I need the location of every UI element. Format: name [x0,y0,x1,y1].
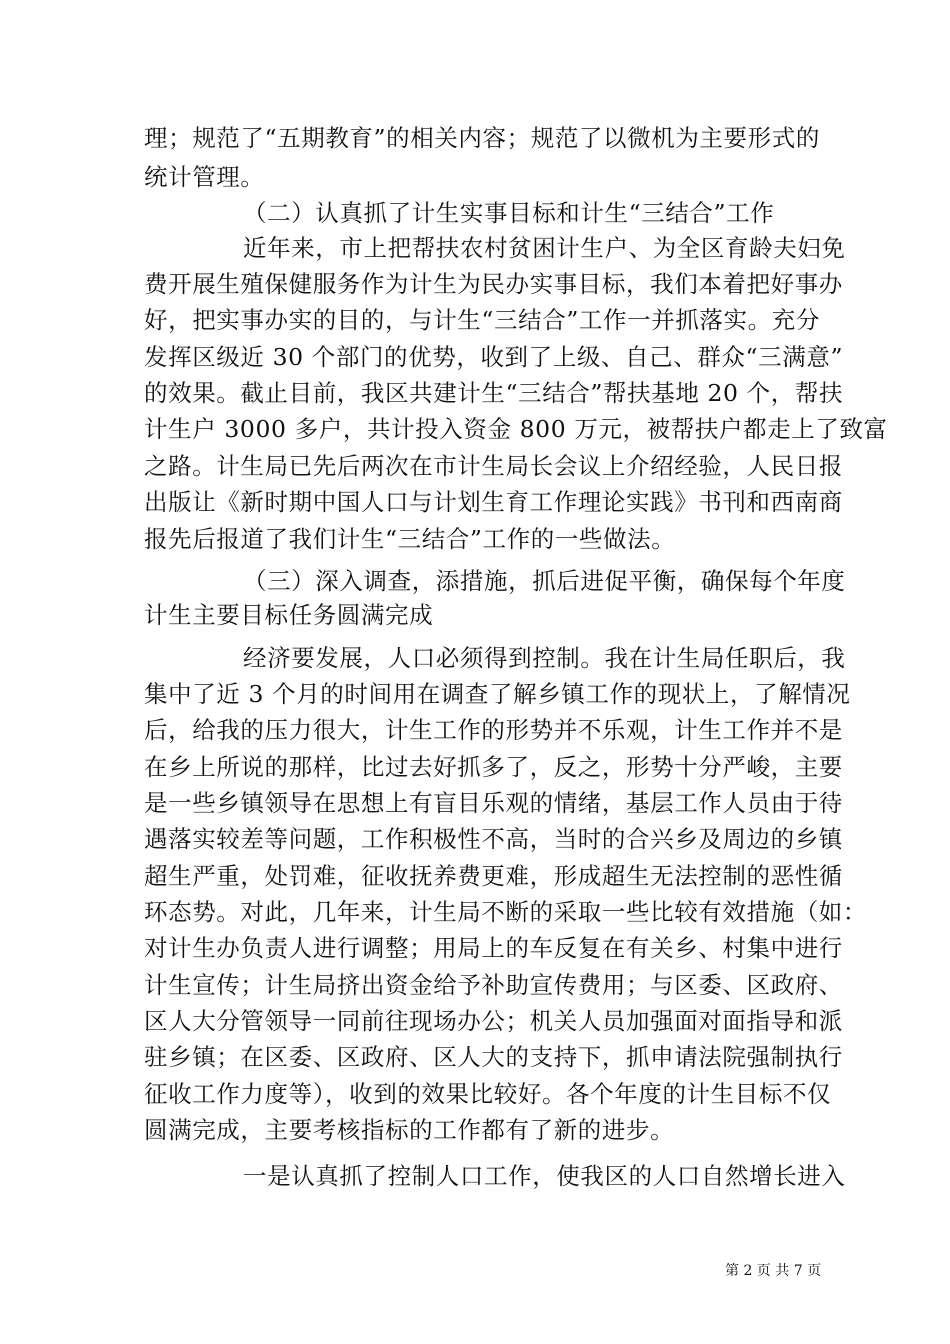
paragraph-first-line: 经济要发展，人口必须得到控制。我在计生局任职后，我 [243,644,846,672]
section-heading-continued: 计生主要目标任务圆满完成 [144,601,434,629]
body-line: 在乡上所说的那样，比过去好抓多了，反之，形势十分严峻，主要 [144,753,843,781]
paragraph-first-line: 一是认真抓了控制人口工作，使我区的人口自然增长进入 [243,1162,846,1190]
body-line: 发挥区级近 30 个部门的优势，收到了上级、自己、群众“三满意” [144,343,844,371]
body-line: 之路。计生局已先后两次在市计生局长会议上介绍经验，人民日报 [144,452,843,480]
body-line: 遇落实较差等问题，工作积极性不高，当时的合兴乡及周边的乡镇 [144,825,843,853]
body-line: 计生户 3000 多户，共计投入资金 800 万元，被帮扶户都走上了致富 [144,415,888,443]
body-line: 超生严重，处罚难，征收抚养费更难，形成超生无法控制的恶性循 [144,862,843,890]
body-line: 驻乡镇；在区委、区政府、区人大的支持下，抓申请法院强制执行 [144,1043,843,1071]
body-line: 对计生办负责人进行调整；用局上的车反复在有关乡、村集中进行 [144,934,843,962]
body-line: 统计管理。 [144,163,265,191]
body-line: 计生宣传；计生局挤出资金给予补助宣传费用；与区委、区政府、 [144,971,843,999]
body-line: 报先后报道了我们计生“三结合”工作的一些做法。 [144,525,676,553]
section-heading: （三）深入调查，添措施，抓后进促平衡，确保每个年度 [243,567,846,595]
body-line: 环态势。对此，几年来，计生局不断的采取一些比较有效措施（如： [144,898,867,926]
body-line: 的效果。截止目前，我区共建计生“三结合”帮扶基地 20 个，帮扶 [144,379,844,407]
body-line: 出版让《新时期中国人口与计划生育工作理论实践》书刊和西南商 [144,488,843,516]
body-line: 征收工作力度等），收到的效果比较好。各个年度的计生目标不仅 [144,1080,832,1108]
body-line: 区人大分管领导一同前往现场办公；机关人员加强面对面指导和派 [144,1007,843,1035]
body-line: 集中了近 3 个月的时间用在调查了解乡镇工作的现状上，了解情况 [144,680,851,708]
body-line: 是一些乡镇领导在思想上有盲目乐观的情绪，基层工作人员由于待 [144,789,843,817]
body-line: 理；规范了“五期教育”的相关内容；规范了以微机为主要形式的 [144,124,820,152]
section-heading: （二）认真抓了计生实事目标和计生“三结合”工作 [243,199,775,227]
paragraph-first-line: 近年来，市上把帮扶农村贫困计生户、为全区育龄夫妇免 [243,234,846,262]
body-line: 费开展生殖保健服务作为计生为民办实事目标，我们本着把好事办 [144,270,843,298]
page-number-footer: 第 2 页 共 7 页 [725,1263,822,1279]
body-line: 后，给我的压力很大，计生工作的形势并不乐观，计生工作并不是 [144,716,843,744]
body-line: 好，把实事办实的目的，与计生“三结合”工作一并抓落实。充分 [144,306,820,334]
body-line: 圆满完成，主要考核指标的工作都有了新的进步。 [144,1116,675,1144]
